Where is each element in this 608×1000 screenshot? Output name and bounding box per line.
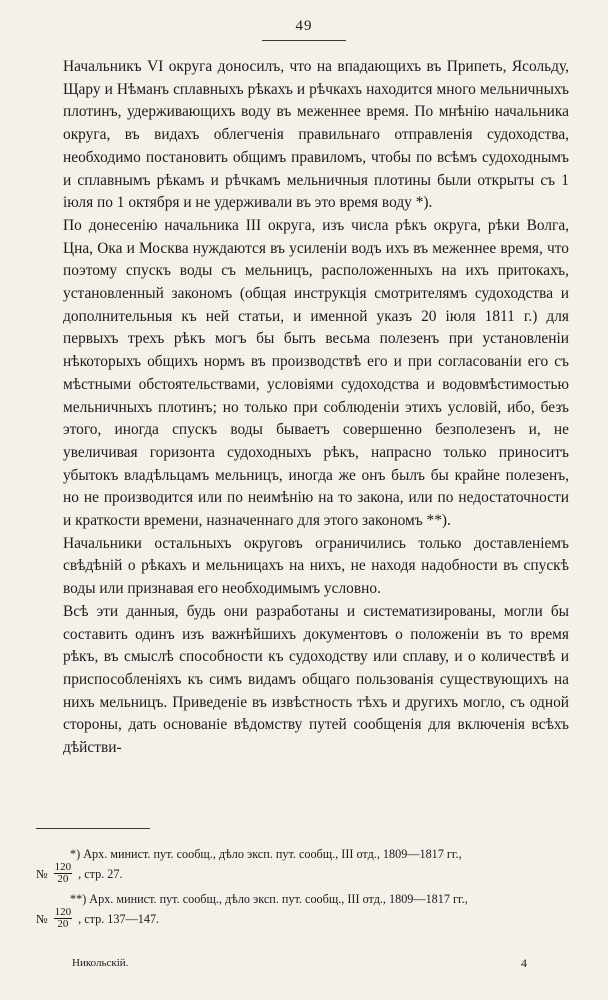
sheet-number: 4 (521, 956, 527, 970)
signature-mark: Никольскій. (72, 957, 129, 969)
main-text (63, 56, 569, 760)
footnotes (36, 846, 572, 936)
fraction-numerator: 120 (54, 861, 72, 873)
paragraph: По донесенію начальника III округа, изъ числа рѣкъ округа, рѣки Волга, Цна, Ока и Москва нуждаются въ усиленіи водъ ихъ въ меженнее время, что поэтому спускъ воды съ мельницъ, расположенныхъ на ихъ притокахъ, установленный закономъ (общая инструкція смотрителямъ судоходства и дополнительныя къ ней статьи, и именной указъ 20 іюля 1811 г.) для первыхъ трехъ рѣкъ могъ бы быть весьма полезенъ при установленіи нѣкоторыхъ общихъ нормъ въ производствѣ его и при согласованіи его съ мѣстными обстоятельствами, условіями судоходства и водовмѣстимостью мельничныхъ плотинъ; но только при соблюденіи этихъ условій, ибо, безъ этого, иногда спускъ воды бываетъ совершенно безполезенъ и, не увеличивая горизонта судоходныхъ рѣкъ, напрасно только приноситъ убытокъ владѣльцамъ мельницъ, иногда же онъ былъ бы крайне полезенъ, но не производится или по неимѣнію на то закона, или по недостаточности и краткости времени, назначеннаго для этого закономъ **). (63, 216, 569, 530)
footnote-tail: , стр. 27. (78, 866, 123, 881)
header-rule (262, 40, 346, 41)
fraction (54, 862, 73, 885)
number-sign: № (36, 911, 48, 926)
fraction-denominator: 20 (57, 873, 69, 885)
fraction-denominator: 20 (57, 918, 69, 930)
paragraph: Начальники остальныхъ округовъ ограничились только доставленіемъ свѣдѣній о рѣкахъ и мельницахъ на нихъ, не находя надобности въ спускѣ воды или признавая его необходимымъ условно. (63, 534, 569, 598)
footnote-marker: **) (70, 892, 87, 906)
paragraph: Начальникъ VI округа доносилъ, что на впадающихъ въ Припеть, Ясольду, Щару и Нѣманъ сплавныхъ рѣкахъ и рѣчкахъ находится много мельничныхъ плотинъ, удерживающихъ воду въ меженнее время. По мнѣнію начальника округа, въ видахъ облегченія правильнаго отправленія судоходства, необходимо постановить общимъ правиломъ, чтобы по всѣмъ судоходнымъ и сплавнымъ рѣкамъ и рѣчкамъ мельничныя плотины были открыты съ 1 іюля по 1 октября и не удерживали въ это время воду *). (63, 58, 569, 212)
footnote-tail: , стр. 137—147. (78, 911, 160, 926)
footnote-rule (36, 828, 150, 829)
fraction-numerator: 120 (54, 906, 72, 918)
paragraph: Всѣ эти данныя, будь они разработаны и систематизированы, могли бы составить одинъ изъ важнѣйшихъ документовъ о положеніи въ то время рѣкъ, въ смыслѣ способности къ судоходству или сплаву, и о количествѣ и приспособленіяхъ къ симъ видамъ общаго пользованія существующихъ на нихъ мельницъ. Приведеніе въ извѣстность тѣхъ и другихъ могло, съ одной стороны, дать основаніе вѣдомству путей сообщенія для включенія всѣхъ дѣйстви- (63, 602, 569, 757)
footnote-text: Арх. минист. пут. сообщ., дѣло эксп. пут. сообщ., III отд., 1809—1817 гг., (83, 847, 462, 861)
footnote (36, 846, 572, 885)
footnote-text: Арх. минист. пут. сообщ., дѣло эксп. пут. сообщ., III отд., 1809—1817 гг., (89, 892, 468, 906)
page-number: 49 (295, 18, 313, 34)
footnote-marker: *) (70, 847, 81, 861)
fraction (54, 907, 73, 930)
number-sign: № (36, 866, 48, 881)
footnote (36, 891, 572, 930)
